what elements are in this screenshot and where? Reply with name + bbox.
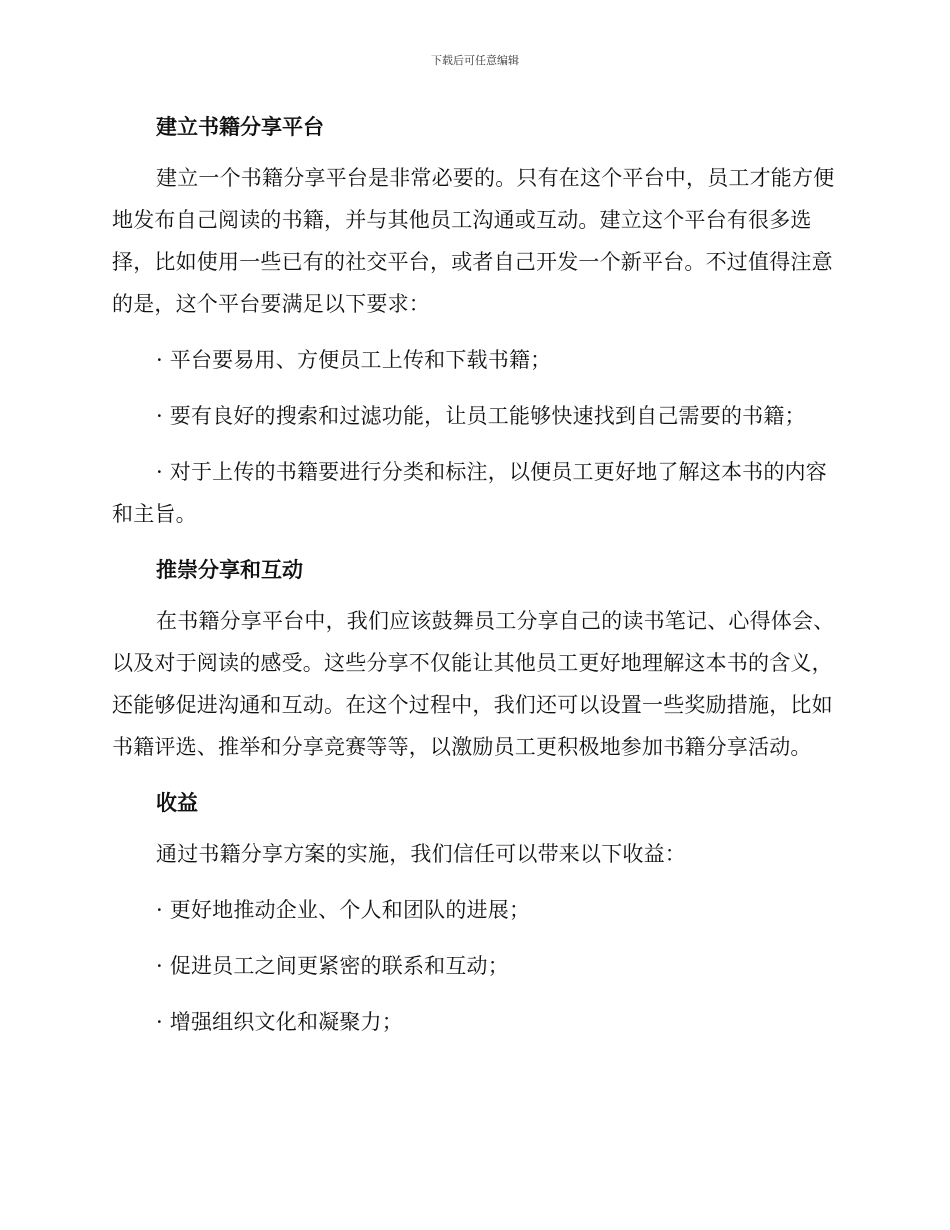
bullet-item: · 要有良好的搜索和过滤功能，让员工能够快速找到自己需要的书籍； <box>156 404 806 428</box>
bullet-item: · 对于上传的书籍要进行分类和标注，以便员工更好地了解这本书的内容和主旨。 <box>112 460 827 526</box>
bullet-item: · 平台要易用、方便员工上传和下载书籍； <box>156 348 552 372</box>
bullet-item: · 增强组织文化和凝聚力； <box>156 1010 403 1034</box>
paragraph-benefits: 通过书籍分享方案的实施，我们信任可以带来以下收益： <box>156 842 686 866</box>
bullet-item: · 促进员工之间更紧密的联系和互动； <box>156 954 509 978</box>
document-body <box>112 110 838 1043</box>
paragraph-platform: 建立一个书籍分享平台是非常必要的。只有在这个平台中，员工才能方便地发布自己阅读的书籍，并与其他员工沟通或互动。建立这个平台有很多选择，比如使用一些已有的社交平台，或者自己开发一个新平台。不过值得注意的是，这个平台要满足以下要求： <box>112 166 835 316</box>
page-header: 下载后可任意编辑 <box>431 54 519 67</box>
section-title-platform: 建立书籍分享平台 <box>156 115 324 139</box>
section-title-benefits: 收益 <box>156 791 198 815</box>
section-title-sharing: 推崇分享和互动 <box>156 558 303 582</box>
bullet-item: · 更好地推动企业、个人和团队的进展； <box>156 898 531 922</box>
paragraph-sharing: 在书籍分享平台中，我们应该鼓舞员工分享自己的读书笔记、心得体会、以及对于阅读的感受。这些分享不仅能让其他员工更好地理解这本书的含义，还能够促进沟通和互动。在这个过程中，我们还可以设置一些奖励措施，比如书籍评选、推举和分享竞赛等等，以激励员工更积极地参加书籍分享活动。 <box>112 609 835 759</box>
